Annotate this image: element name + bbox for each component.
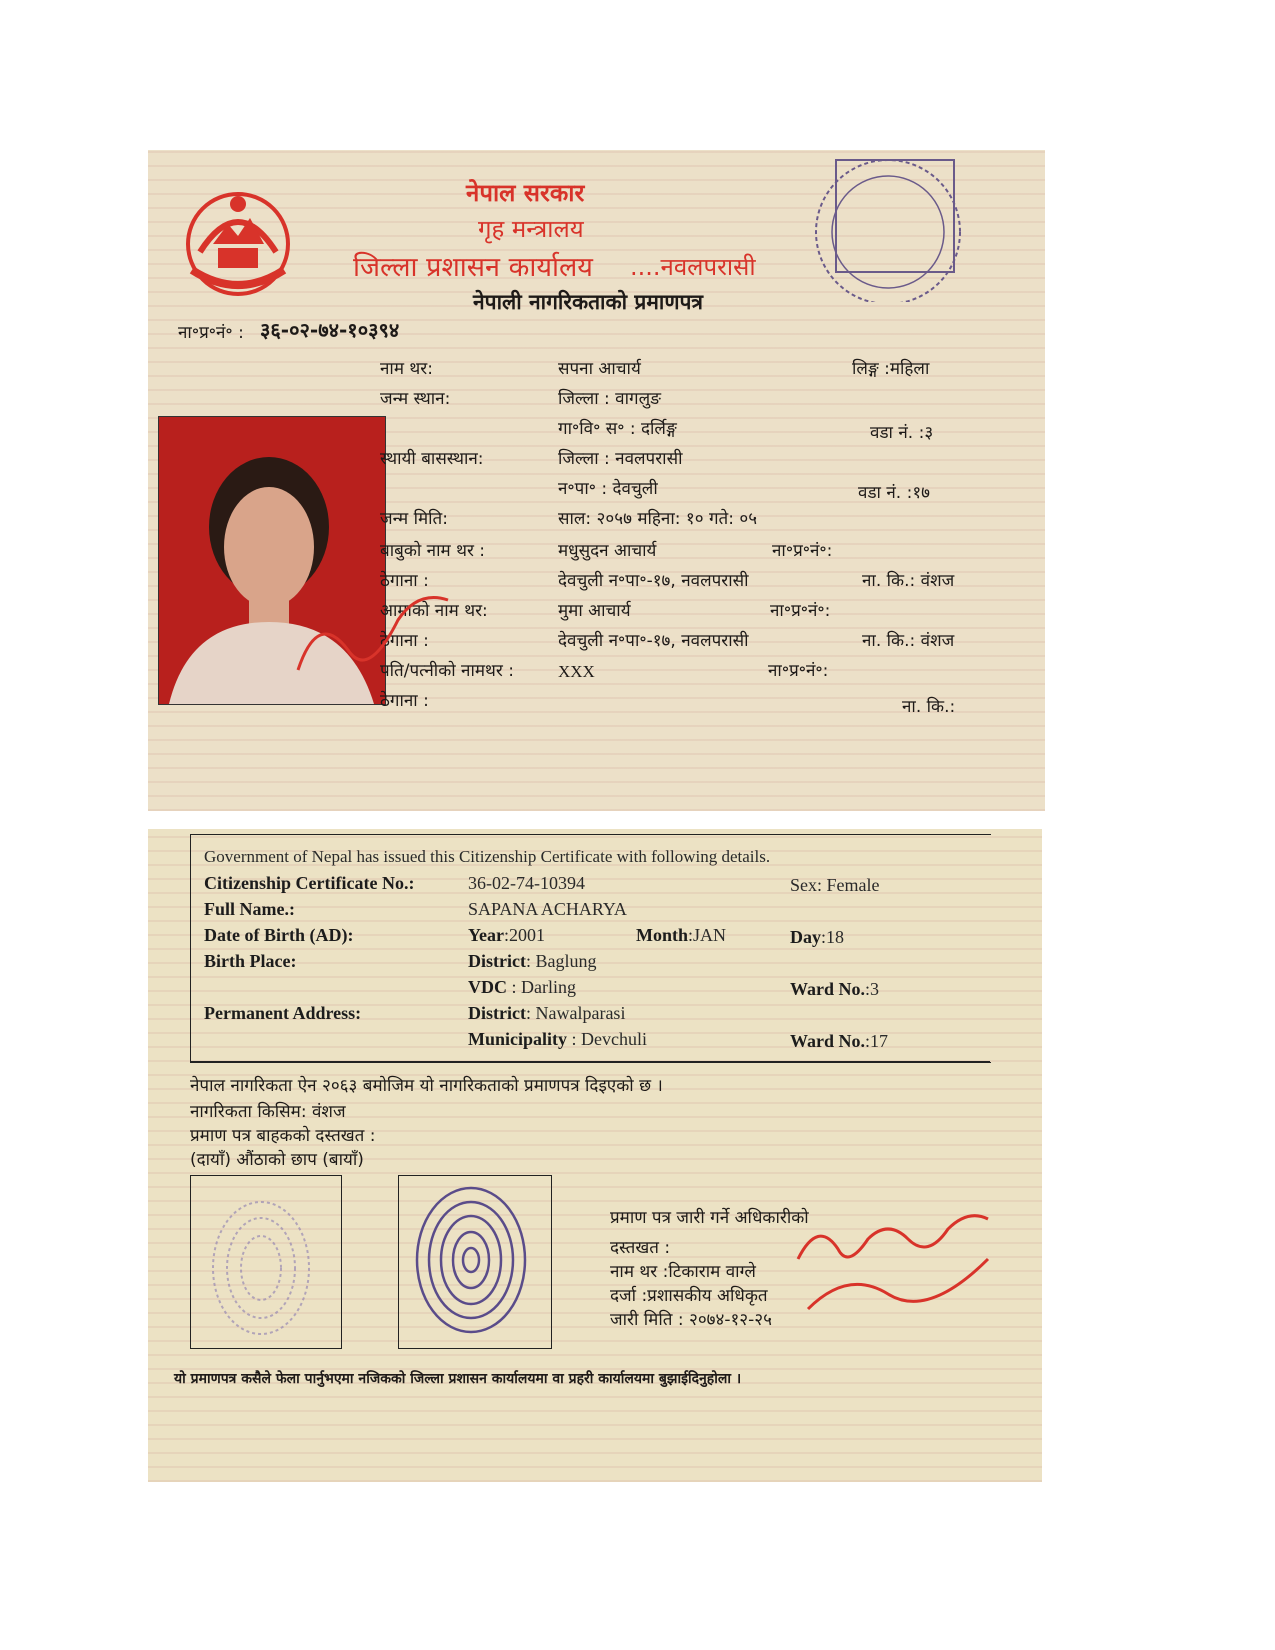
officer-signature-label: दस्तखत : [610,1238,671,1258]
front-details [380,356,1020,718]
father-value: मधुसुदन आचार्य [558,541,657,561]
citizenship-back-card [148,829,1042,1482]
father-cert-no-label: ना॰प्र॰नं॰: [772,541,833,561]
cert-no-value-en: 36-02-74-10394 [468,873,585,893]
perm-ward-en: Ward No.:17 [790,1031,889,1051]
name-label: नाम थर: [380,359,433,379]
row-father [380,538,1020,568]
citizenship-act-line: नेपाल नागरिकता ऐन २०६३ बमोजिम यो नागरिकताको प्रमाणपत्र दिइएको छ । [190,1076,663,1096]
name-value: सपना आचार्य [558,359,641,379]
spouse-citizenship-type: ना. कि.: [902,697,956,717]
issue-date: जारी मिति : २०७४-१२-२५ [610,1310,772,1330]
ministry-title: गृह मन्त्रालय [478,215,584,243]
row-permanent [380,446,1020,476]
right-thumbprint-box [190,1175,342,1349]
mother-address-label: ठेगाना : [380,631,429,651]
cert-no-label-en: Citizenship Certificate No.: [204,873,415,893]
frame-bottom-rule [190,1061,990,1062]
right-thumbprint [191,1176,341,1348]
father-address-label: ठेगाना : [380,571,429,591]
office-district: ....नवलपरासी [630,253,756,281]
mother-cert-no-label: ना॰प्र॰नं॰: [770,601,831,621]
full-name-value: SAPANA ACHARYA [468,899,627,919]
dob-value: साल: २०५७ महिना: १० गते: ०५ [558,509,758,529]
mother-label: आमाको नाम थर: [380,601,488,621]
row-birth-vdc [380,416,1020,446]
row-mother [380,598,1020,628]
holder-signature-label: प्रमाण पत्र बाहकको दस्तखत : [190,1126,376,1146]
citizenship-type-line: नागरिकता किसिम: वंशज [190,1102,346,1122]
dob-month: Month:JAN [636,925,727,945]
cert-no-value: ३६-०२-७४-१०३९४ [260,318,400,342]
officer-name: नाम थर :टिकाराम वाग्ले [610,1262,756,1282]
perm-district-en: District: Nawalparasi [468,1003,626,1023]
citizenship-front-card [148,150,1045,811]
dob-day: Day:18 [790,927,845,947]
office-stamp [776,152,1006,302]
mother-citizenship-type: ना. कि.: वंशज [862,631,955,651]
father-label: बाबुको नाम थर : [380,541,486,561]
row-dob [380,506,1020,538]
full-name-label: Full Name.: [204,899,295,919]
perm-municipality-en: Municipality : Devchuli [468,1029,647,1049]
officer-rank: दर्जा :प्रशासकीय अधिकृत [610,1286,768,1306]
mother-value: मुमा आचार्य [558,601,631,621]
row-mother-address [380,628,1020,658]
cert-no-label: ना॰प्र॰नं॰ : [178,323,244,343]
dob-label-en: Date of Birth (AD): [204,925,354,945]
govt-title: नेपाल सरकार [466,179,585,207]
footer-note: यो प्रमाणपत्र कसैले फेला पार्नुभएमा नजिकको जिल्ला प्रशासन कार्यालयमा वा प्रहरी कार्यालयमा बुझाईदिनुहोला । [174,1371,742,1387]
nepal-emblem-logo [178,182,298,302]
office-title: जिल्ला प्रशासन कार्यालय [353,252,593,283]
birth-place-label: Birth Place: [204,951,297,971]
dob-year: Year:2001 [468,925,545,945]
spouse-cert-no-label: ना॰प्र॰नं॰: [768,661,829,681]
officer-title: प्रमाण पत्र जारी गर्ने अधिकारीको [610,1208,809,1228]
father-address: देवचुली न॰पा॰-१७, नवलपरासी [558,571,749,591]
row-spouse [380,658,1020,688]
permanent-address-label: Permanent Address: [204,1003,362,1023]
birth-place-ward: Ward No.:3 [790,979,880,999]
sex-value-en: Sex: Female [790,875,880,895]
left-thumbprint [399,1176,551,1348]
birth-vdc: गा॰वि॰ स॰ : दर्लिङ्ग [558,419,677,439]
mother-address: देवचुली न॰पा॰-१७, नवलपरासी [558,631,749,651]
sex-value: लिङ्ग :महिला [852,359,930,379]
row-perm-muni [380,476,1020,506]
birthplace-label: जन्म स्थान: [380,389,451,409]
perm-district: जिल्ला : नवलपरासी [558,449,683,469]
left-thumbprint-box [398,1175,552,1349]
perm-ward: वडा नं. :१७ [858,483,931,503]
thumbprint-label: (दायाँ) औंठाको छाप (बायाँ) [190,1150,364,1170]
row-spouse-address [380,688,1020,718]
officer-handwritten-signature [788,1199,998,1319]
row-birthplace [380,386,1020,416]
dob-label: जन्म मिति: [380,509,448,529]
birth-place-district: District: Baglung [468,951,597,971]
birth-ward: वडा नं. :३ [870,423,934,443]
red-signature-mark [278,580,458,690]
perm-municipality: न॰पा॰ : देवचुली [558,479,658,499]
certificate-title: नेपाली नागरिकताको प्रमाणपत्र [473,290,704,314]
row-name [380,356,1020,386]
spouse-label: पति/पत्नीको नामथर : [380,661,515,681]
spouse-address-label: ठेगाना : [380,691,429,711]
birth-place-vdc: VDC : Darling [468,977,576,997]
permanent-label: स्थायी बासस्थान: [380,449,484,469]
intro-line: Government of Nepal has issued this Citizenship Certificate with following details. [204,847,771,866]
row-father-address [380,568,1020,598]
spouse-value: XXX [558,662,595,681]
father-citizenship-type: ना. कि.: वंशज [862,571,955,591]
birth-district: जिल्ला : वागलुङ [558,389,661,409]
